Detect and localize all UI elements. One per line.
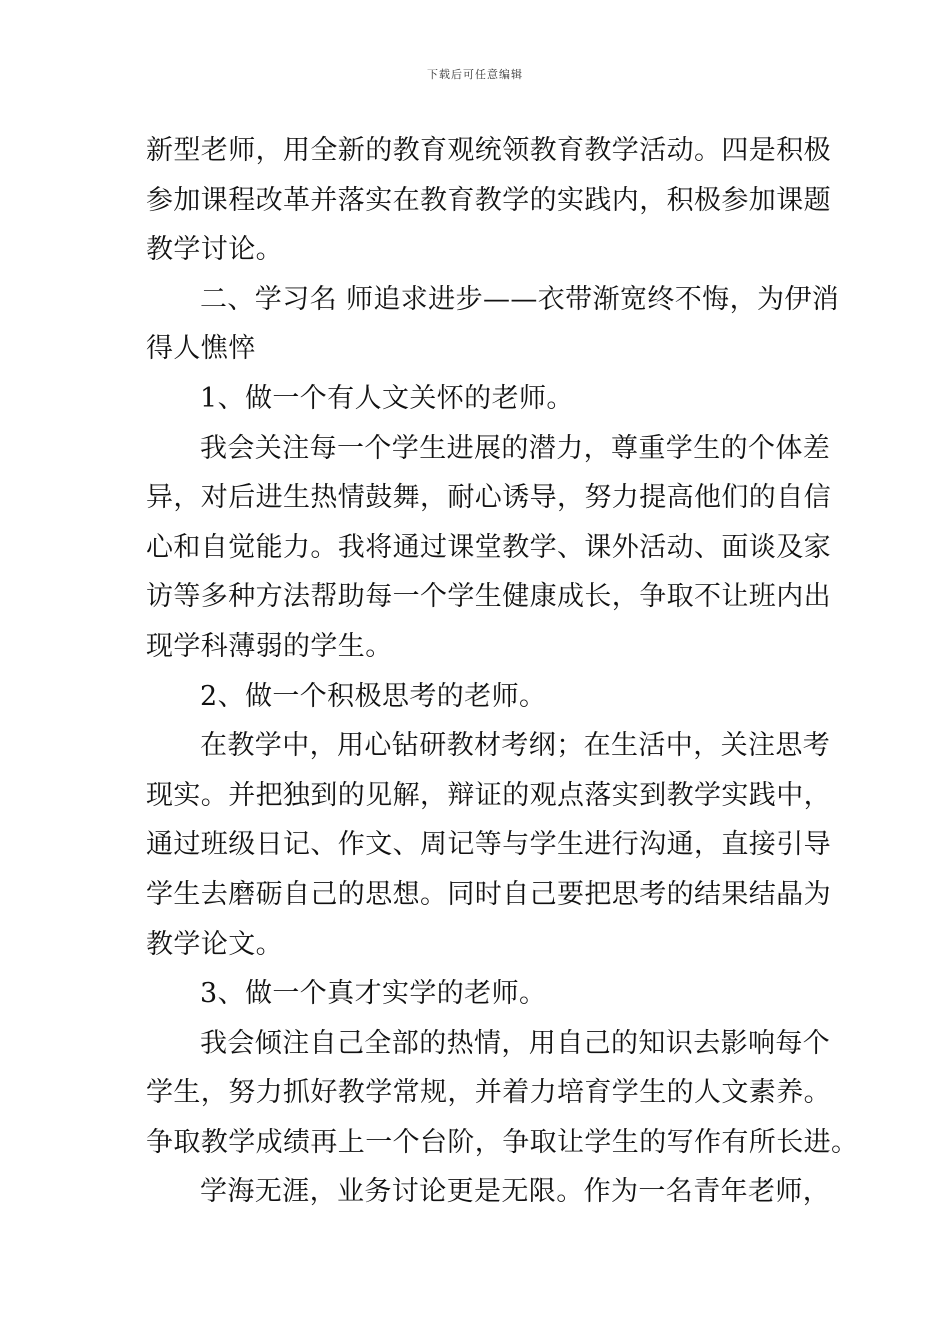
text-line: 学生去磨砺自己的思想。同时自己要把思考的结果结晶为 xyxy=(146,878,831,910)
text-line: 现学科薄弱的学生。 xyxy=(146,630,393,662)
text-line: 参加课程改革并落实在教育教学的实践内，积极参加课题 xyxy=(146,184,831,216)
text-line: 2、做一个积极思考的老师。 xyxy=(200,680,547,712)
text-line: 我会倾注自己全部的热情，用自己的知识去影响每个 xyxy=(200,1027,831,1059)
text-line: 我会关注每一个学生进展的潜力，尊重学生的个体差 xyxy=(200,432,831,464)
text-line: 1、做一个有人文关怀的老师。 xyxy=(200,382,574,414)
text-line: 心和自觉能力。我将通过课堂教学、课外活动、面谈及家 xyxy=(146,531,831,563)
text-line: 教学论文。 xyxy=(146,928,283,960)
text-line: 通过班级日记、作文、周记等与学生进行沟通，直接引导 xyxy=(146,829,831,861)
text-line: 教学讨论。 xyxy=(146,234,283,266)
text-line: 现实。并把独到的见解，辩证的观点落实到教学实践中， xyxy=(146,779,831,811)
text-line: 在教学中，用心钻研教材考纲；在生活中，关注思考 xyxy=(200,730,831,762)
text-line: 学生，努力抓好教学常规，并着力培育学生的人文素养。 xyxy=(146,1077,831,1109)
text-line: 3、做一个真才实学的老师。 xyxy=(200,978,547,1010)
document-body xyxy=(146,126,859,1217)
text-line: 新型老师，用全新的教育观统领教育教学活动。四是积极 xyxy=(146,135,831,166)
text-line: 学海无涯，业务讨论更是无限。作为一名青年老师， xyxy=(200,1176,831,1208)
text-line: 异，对后进生热情鼓舞，耐心诱导，努力提高他们的自信 xyxy=(146,482,831,514)
text-line: 访等多种方法帮助每一个学生健康成长，争取不让班内出 xyxy=(146,581,831,613)
text-line: 二、学习名 师追求进步——衣带渐宽终不悔，为伊消 xyxy=(200,283,840,315)
text-line: 争取教学成绩再上一个台阶，争取让学生的写作有所长进。 xyxy=(146,1126,859,1158)
text-line: 得人憔悴 xyxy=(146,333,256,365)
page-header: 下载后可任意编辑 xyxy=(427,68,523,81)
